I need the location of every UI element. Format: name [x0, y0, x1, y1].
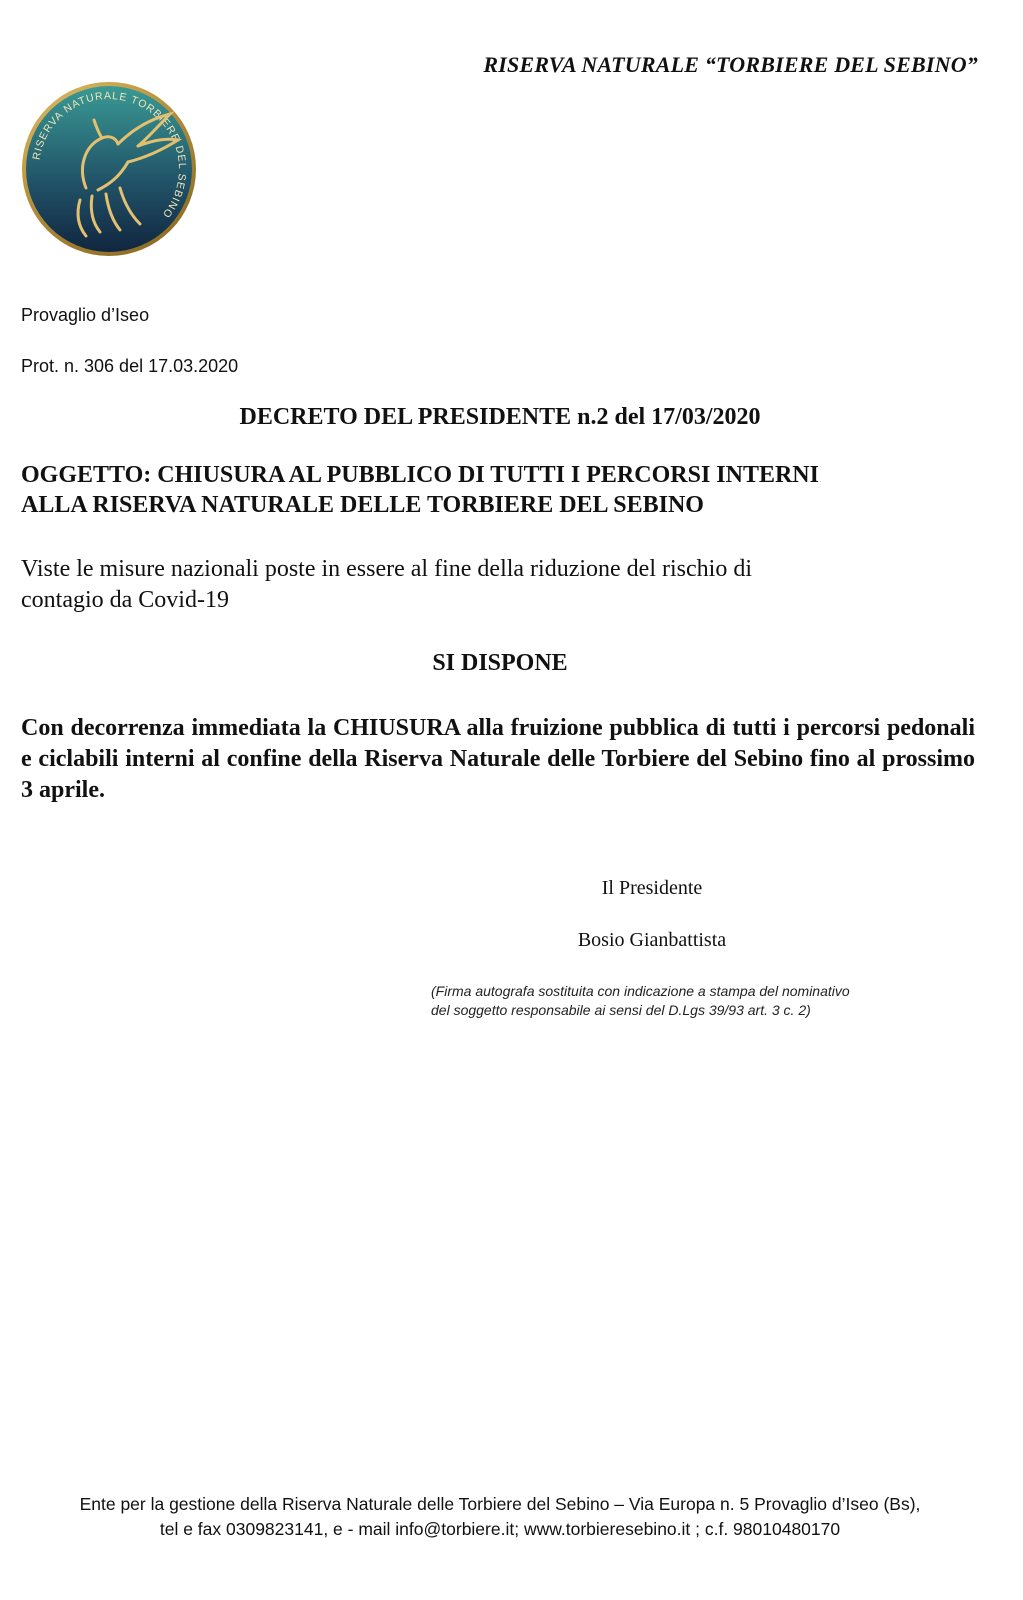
reserve-logo: [20, 80, 198, 258]
place-of-issue: Provaglio d’Iseo: [21, 305, 150, 325]
footer-address: Ente per la gestione della Riserva Naturale delle Torbiere del Sebino – Via Europa n. 5 Provaglio d’Iseo (Bs),: [79, 1494, 921, 1514]
subject-line: OGGETTO: CHIUSURA AL PUBBLICO DI TUTTI I PERCORSI INTERNI: [21, 462, 819, 488]
decree-title: DECRETO DEL PRESIDENTE n.2 del 17/03/2020: [239, 404, 761, 430]
svg-text:RISERVA NATURALE TORBIERE DEL: RISERVA NATURALE TORBIERE DEL SEBINO: [30, 89, 189, 221]
protocol-number: Prot. n. 306 del 17.03.2020: [21, 356, 239, 376]
signatory-name: Bosio Gianbattista: [577, 929, 727, 951]
subject-line: ALLA RISERVA NATURALE DELLE TORBIERE DEL SEBINO: [21, 492, 704, 518]
disposition-heading: SI DISPONE: [432, 650, 568, 676]
disposition-body: Con decorrenza immediata la CHIUSURA alla fruizione pubblica di tutti i percorsi pedonali e ciclabili interni al confine della Riserva Naturale delle Torbiere del Sebino fino al prossimo 3 aprile.: [21, 715, 975, 803]
signatory-role: Il Presidente: [601, 877, 703, 899]
premise-line: contagio da Covid-19: [21, 587, 229, 613]
organization-title: RISERVA NATURALE “TORBIERE DEL SEBINO”: [483, 52, 978, 77]
decree-premise: [21, 554, 981, 616]
signature-note-line: (Firma autografa sostituita con indicazione a stampa del nominativo: [431, 983, 850, 999]
premise-line: Viste le misure nazionali poste in essere al fine della riduzione del rischio di: [21, 556, 752, 582]
footer-contacts: tel e fax 0309823141, e - mail info@torbiere.it; www.torbieresebino.it ; c.f. 98010480170: [159, 1519, 841, 1539]
decree-subject: [21, 460, 981, 520]
signature-note: [431, 982, 951, 1020]
heron-emblem-icon: [20, 80, 198, 258]
signature-note-line: del soggetto responsabile ai sensi del D.Lgs 39/93 art. 3 c. 2): [431, 1002, 811, 1018]
page-footer: [0, 1492, 1000, 1542]
